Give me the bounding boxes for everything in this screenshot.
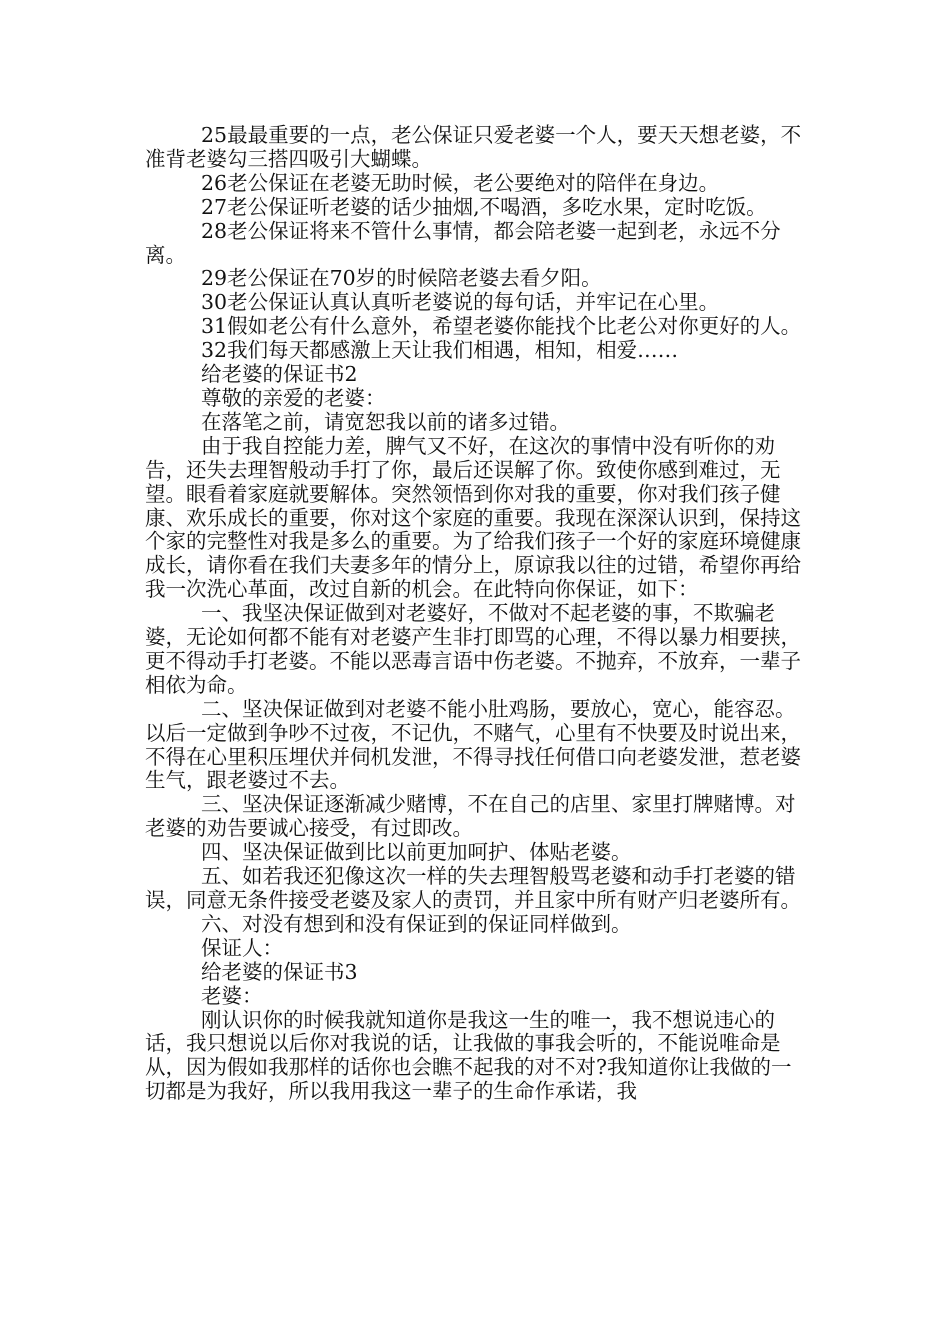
paragraph: 32我们每天都感激上天让我们相遇，相知，相爱…… (201, 338, 679, 363)
paragraph: 30老公保证认真认真听老婆说的每句话，并牢记在心里。 (201, 290, 720, 315)
paragraph: 二、坚决保证做到对老婆不能小肚鸡肠，要放心，宽心，能容忍。以后一定做到争吵不过夜，不记仇，不赌气，心里有不快要及时说出来，不得在心里积压埋伏并伺机发泄，不得寻找任何借口向老婆发泄，惹老婆生气，跟老婆过不去。 (145, 696, 801, 793)
paragraph: 三、坚决保证逐渐减少赌博，不在自己的店里、家里打牌赌博。对老婆的劝告要诚心接受，有过即改。 (145, 792, 796, 841)
paragraph: 29老公保证在70岁的时候陪老婆去看夕阳。 (201, 266, 602, 291)
paragraph: 28老公保证将来不管什么事情，都会陪老婆一起到老，永远不分离。 (145, 218, 781, 267)
paragraph: 25最最重要的一点，老公保证只爱老婆一个人，要天天想老婆，不准背老婆勾三搭四吸引大蝴蝶。 (145, 123, 802, 171)
section-heading: 给老婆的保证书2 (201, 362, 358, 387)
paragraph: 六、对没有想到和没有保证到的保证同样做到。 (201, 911, 632, 936)
paragraph: 五、如若我还犯像这次一样的失去理智般骂老婆和动手打老婆的错误，同意无条件接受老婆及家人的责罚，并且家中所有财产归老婆所有。 (145, 864, 801, 912)
paragraph: 四、坚决保证做到比以前更加呵护、体贴老婆。 (201, 840, 632, 865)
paragraph: 在落笔之前，请宽恕我以前的诸多过错。 (201, 409, 570, 434)
paragraph: 26老公保证在老婆无助时候，老公要绝对的陪伴在身边。 (201, 170, 720, 195)
paragraph: 由于我自控能力差，脾气又不好，在这次的事情中没有听你的劝告，还失去理智般动手打了你，最后还误解了你。致使你感到难过，无望。眼看着家庭就要解体。突然领悟到你对我的重要，你对我们孩子健康、欢乐成长的重要，你对这个家庭的重要。我现在深深认识到，保持这个家的完整性对我是多么的重要。为了给我们孩子一个好的家庭环境健康成长，请你看在我们夫妻多年的情分上，原谅我以往的过错，希望你再给我一次洗心革面，改过自新的机会。在此特向你保证，如下： (145, 433, 801, 602)
paragraph: 27老公保证听老婆的话少抽烟,不喝酒，多吃水果，定时吃饭。 (201, 194, 767, 219)
salutation: 老婆： (201, 983, 263, 1008)
section-heading: 给老婆的保证书3 (201, 959, 358, 984)
paragraph: 31假如老公有什么意外，希望老婆你能找个比老公对你更好的人。 (201, 314, 802, 339)
paragraph: 刚认识你的时候我就知道你是我这一生的唯一，我不想说违心的话，我只想说以后你对我说的话，让我做的事我会听的，不能说唯命是从，因为假如我那样的话你也会瞧不起我的对不对?我知道你让我做的一切都是为我好，所以我用我这一辈子的生命作承诺，我 (145, 1007, 792, 1104)
signature-line: 保证人： (201, 935, 283, 960)
document-body (145, 124, 810, 1104)
paragraph: 一、我坚决保证做到对老婆好，不做对不起老婆的事，不欺骗老婆，无论如何都不能有对老婆产生非打即骂的心理，不得以暴力相要挟，更不得动手打老婆。不能以恶毒言语中伤老婆。不抛弃，不放弃，一辈子相依为命。 (145, 601, 801, 697)
salutation: 尊敬的亲爱的老婆： (201, 385, 386, 410)
